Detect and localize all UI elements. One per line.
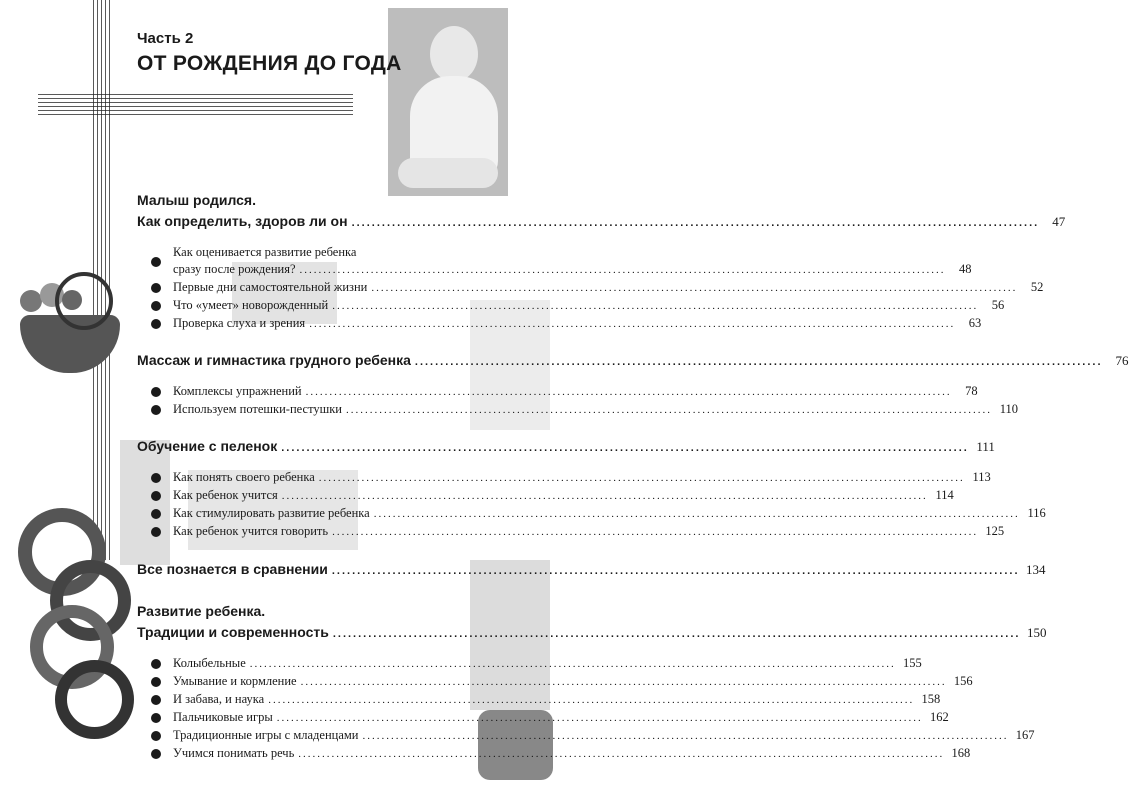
page-number: 168 (951, 746, 971, 760)
dot-leader (309, 316, 955, 333)
teether-image (55, 660, 134, 739)
page-number: 52 (1030, 280, 1044, 294)
dot-leader (281, 438, 969, 459)
bullet-icon (151, 257, 161, 267)
dot-leader (333, 624, 1021, 645)
part-label: Часть 2 (137, 30, 194, 47)
dot-leader (282, 488, 928, 505)
dot-leader (332, 524, 978, 541)
bullet-icon (151, 301, 161, 311)
item-text: Комплексы упражнений (173, 384, 302, 398)
item-text: Пальчиковые игры (173, 710, 273, 724)
item-text: Первые дни самостоятельной жизни (173, 280, 368, 294)
section-title: Как определить, здоров ли он (137, 213, 348, 229)
bullet-icon (151, 405, 161, 415)
toc-section (137, 350, 1129, 419)
item-text: Учимся понимать речь (173, 746, 295, 760)
item-text: Традиционные игры с младенцами (173, 728, 359, 742)
section-title: Все познается в сравнении (137, 561, 328, 577)
toc-item[interactable] (151, 279, 1044, 297)
dot-leader (352, 213, 1040, 234)
item-text: Проверка слуха и зрения (173, 316, 306, 330)
page-number: 47 (1052, 214, 1066, 229)
page-number: 116 (1027, 506, 1046, 520)
item-text: И забава, и наука (173, 692, 265, 706)
section-title-line[interactable] (137, 559, 1046, 582)
page-number: 110 (999, 402, 1019, 416)
dot-leader (346, 402, 992, 419)
page-number: 63 (968, 316, 982, 330)
page-number: 125 (985, 524, 1005, 538)
toy-ring-image (55, 272, 113, 330)
page-number: 114 (935, 488, 954, 502)
toc-item[interactable] (151, 297, 1005, 315)
toc-item[interactable] (151, 655, 922, 673)
dot-leader (332, 561, 1020, 582)
bullet-icon (151, 509, 161, 519)
dot-leader (277, 710, 923, 727)
bullet-icon (151, 677, 161, 687)
table-of-contents (137, 190, 1129, 763)
item-text: Как оценивается развитие ребенка (173, 245, 357, 259)
dot-leader (362, 728, 1008, 745)
item-text: Умывание и кормление (173, 674, 297, 688)
dot-leader (319, 470, 965, 487)
bullet-icon (151, 387, 161, 397)
toc-items (151, 655, 1035, 763)
bullet-icon (151, 527, 161, 537)
toc-section (137, 190, 1066, 333)
dot-leader (374, 506, 1020, 523)
page-number: 76 (1115, 353, 1129, 368)
page-number: 111 (976, 439, 995, 454)
baby-head (430, 26, 478, 82)
section-title-line[interactable] (137, 350, 1129, 373)
dot-leader (415, 352, 1103, 373)
bullet-icon (151, 491, 161, 501)
toc-item[interactable] (151, 691, 941, 709)
toc-item[interactable] (151, 727, 1035, 745)
section-title: Обучение с пеленок (137, 438, 278, 454)
item-text: Как ребенок учится (173, 488, 278, 502)
item-text: Как понять своего ребенка (173, 470, 315, 484)
bullet-icon (151, 319, 161, 329)
page-number: 167 (1015, 728, 1035, 742)
toc-item[interactable] (151, 244, 972, 279)
toc-item[interactable] (151, 709, 949, 727)
page-number: 56 (991, 298, 1005, 312)
bullet-icon (151, 659, 161, 669)
toc-item[interactable] (151, 315, 982, 333)
toc-item[interactable] (151, 523, 1005, 541)
dot-leader (332, 298, 978, 315)
page-number: 155 (903, 656, 922, 670)
bullet-icon (151, 731, 161, 741)
baby-leg (398, 158, 498, 188)
bullet-icon (151, 473, 161, 483)
page-number: 113 (972, 470, 991, 484)
section-title: Малыш родился. (137, 192, 256, 208)
section-title: Традиции и современность (137, 624, 329, 640)
toc-items (151, 244, 1044, 333)
toc-item[interactable] (151, 383, 978, 401)
item-text: Что «умеет» новорожденный (173, 298, 329, 312)
dot-leader (298, 746, 944, 763)
item-text: Используем потешки-пестушки (173, 402, 343, 416)
page-number: 156 (953, 674, 973, 688)
section-title-line[interactable] (137, 436, 995, 459)
bullet-icon (151, 695, 161, 705)
dot-leader (301, 674, 947, 691)
toc-item[interactable] (151, 487, 954, 505)
bullet-icon (151, 713, 161, 723)
dot-leader (268, 692, 914, 709)
toc-item[interactable] (151, 401, 1019, 419)
toc-items (151, 383, 1019, 419)
toc-section (137, 436, 1046, 541)
page-number: 158 (921, 692, 941, 706)
dot-leader (250, 656, 896, 673)
page-number: 134 (1026, 562, 1046, 577)
dot-leader (300, 262, 946, 279)
baby-photo (388, 8, 508, 196)
item-text: Колыбельные (173, 656, 246, 670)
section-title-line[interactable] (137, 622, 1047, 645)
dot-leader (306, 384, 952, 401)
page-number: 78 (965, 384, 978, 398)
part-title: ОТ РОЖДЕНИЯ ДО ГОДА (137, 52, 402, 75)
bullet-icon (151, 283, 161, 293)
toc-items (151, 469, 1046, 541)
page-number: 48 (959, 262, 972, 276)
item-text: Как стимулировать развитие ребенка (173, 506, 370, 520)
dot-leader (371, 280, 1017, 297)
toc-item[interactable] (151, 469, 991, 487)
toy-bead-image (20, 290, 42, 312)
toc-section (137, 559, 1046, 582)
section-title: Развитие ребенка. (137, 603, 266, 619)
toc-item[interactable] (151, 505, 1046, 523)
item-text: Как ребенок учится говорить (173, 524, 329, 538)
page-number: 162 (930, 710, 949, 724)
section-title-line[interactable] (137, 211, 1066, 234)
item-text: сразу после рождения? (173, 262, 296, 276)
toc-section (137, 601, 1047, 763)
bullet-icon (151, 749, 161, 759)
toc-item[interactable] (151, 673, 973, 691)
toc-item[interactable] (151, 745, 971, 763)
section-title: Массаж и гимнастика грудного ребенка (137, 352, 411, 368)
decorative-horizontal-stripes (38, 94, 353, 116)
page-number: 150 (1026, 625, 1047, 640)
